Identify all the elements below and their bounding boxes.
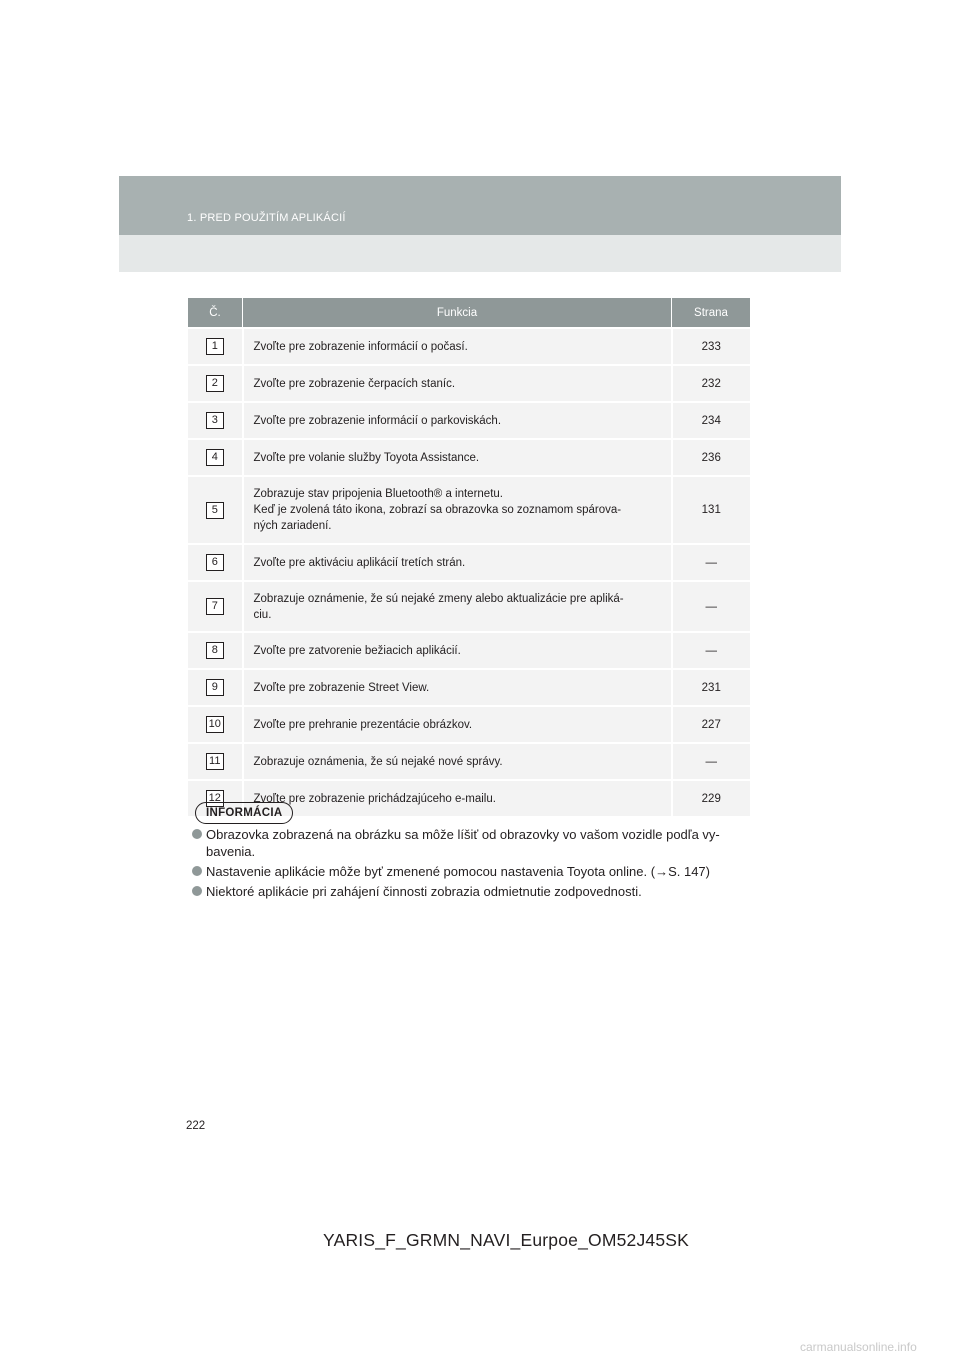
row-function-cell (243, 402, 672, 439)
row-number-cell (188, 402, 243, 439)
table-row (188, 365, 750, 402)
row-number-cell (188, 706, 243, 743)
row-page-cell: 231 (672, 669, 751, 706)
row-page-cell: 233 (672, 328, 751, 365)
function-text-line: Zvoľte pre zobrazenie prichádzajúceho e-mailu. (253, 792, 496, 805)
function-text-line: Zvoľte pre aktiváciu aplikácií tretích strán. (253, 556, 466, 569)
row-function-cell (243, 476, 672, 544)
function-text-line: ných zariadení. (253, 520, 332, 532)
table-row (188, 743, 750, 780)
bullet-icon (192, 866, 202, 876)
row-number-badge: 12 (206, 790, 224, 807)
table-row (188, 632, 750, 669)
function-text-line: Zvoľte pre zobrazenie čerpacích staníc. (253, 377, 456, 390)
info-item (192, 883, 748, 900)
table-row (188, 669, 750, 706)
row-function-cell (243, 743, 672, 780)
row-page-cell: 232 (672, 365, 751, 402)
row-page-cell: — (672, 632, 751, 669)
row-page-cell: 229 (672, 780, 751, 816)
table-row (188, 439, 750, 476)
table-row (188, 706, 750, 743)
info-label: INFORMÁCIA (195, 802, 293, 824)
row-number-cell (188, 328, 243, 365)
row-number-cell (188, 632, 243, 669)
row-function-cell (243, 365, 672, 402)
function-text-line: ciu. (253, 608, 272, 621)
row-number-badge: 9 (206, 679, 224, 696)
function-text-line: Zobrazuje oznámenie, že sú nejaké zmeny alebo aktualizácie pre apliká- (253, 592, 624, 605)
row-number-badge: 3 (206, 412, 224, 429)
row-number-badge: 7 (206, 598, 224, 615)
row-number-badge: 5 (206, 502, 224, 519)
info-item (192, 826, 748, 860)
info-item-text: Obrazovka zobrazená na obrázku sa môže líšiť od obrazovky vo vašom vozidle podľa vy-bavenia. (206, 827, 720, 859)
table-row (188, 402, 750, 439)
row-function-cell (243, 544, 672, 581)
row-function-cell (243, 439, 672, 476)
row-function-cell (243, 632, 672, 669)
header-band (119, 176, 841, 235)
col-header-function: Funkcia (243, 298, 672, 328)
bullet-icon (192, 829, 202, 839)
row-number-cell (188, 669, 243, 706)
info-item-text: Nastavenie aplikácie môže byť zmenené pomocou nastavenia Toyota online. (→S. 147) (206, 864, 710, 879)
row-number-cell (188, 581, 243, 632)
row-number-badge: 8 (206, 642, 224, 659)
table-header-row (188, 298, 750, 328)
table-row (188, 544, 750, 581)
info-item-text: Niektoré aplikácie pri zahájení činnosti zobrazia odmietnutie zodpovednosti. (206, 884, 642, 899)
row-page-cell: 227 (672, 706, 751, 743)
row-number-cell (188, 365, 243, 402)
row-number-badge: 6 (206, 554, 224, 571)
function-table (188, 298, 750, 816)
row-function-cell (243, 669, 672, 706)
function-text-line: Zvoľte pre prehranie prezentácie obrázkov. (253, 718, 473, 731)
info-item (192, 863, 748, 880)
watermark: carmanualsonline.info (800, 1340, 917, 1354)
function-text-line: Zobrazuje oznámenia, že sú nejaké nové správy. (253, 755, 503, 768)
function-text-line: Zvoľte pre zatvorenie bežiacich aplikácií. (253, 644, 461, 657)
row-number-cell (188, 476, 243, 544)
row-number-badge: 10 (206, 716, 224, 733)
row-function-cell (243, 328, 672, 365)
function-text-line: Keď je zvolená táto ikona, zobrazí sa obrazovka so zoznamom spárova- (253, 504, 622, 516)
row-page-cell: — (672, 743, 751, 780)
col-header-page: Strana (672, 298, 751, 328)
document-code: YARIS_F_GRMN_NAVI_Eurpoe_OM52J45SK (323, 1230, 690, 1250)
function-text-line: Zvoľte pre zobrazenie informácií o počasí. (253, 340, 468, 353)
page-number: 222 (186, 1120, 206, 1132)
table-row (188, 476, 750, 544)
header-sub-band (119, 235, 841, 272)
function-text-line: Zvoľte pre zobrazenie Street View. (253, 681, 430, 694)
section-title: 1. PRED POUŽITÍM APLIKÁCIÍ (187, 212, 346, 224)
row-function-cell (243, 706, 672, 743)
row-number-cell (188, 743, 243, 780)
info-list (192, 826, 748, 903)
function-text-line: Zvoľte pre volanie služby Toyota Assistance. (253, 451, 480, 464)
row-page-cell: 234 (672, 402, 751, 439)
table-row (188, 328, 750, 365)
function-text-line: Zvoľte pre zobrazenie informácií o parkoviskách. (253, 414, 502, 427)
function-text-line: Zobrazuje stav pripojenia Bluetooth® a internetu. (253, 488, 503, 500)
row-function-cell (243, 780, 672, 816)
row-number-badge: 1 (206, 338, 224, 355)
row-page-cell: — (672, 544, 751, 581)
row-number-badge: 11 (206, 753, 224, 770)
row-page-cell: 236 (672, 439, 751, 476)
row-page-cell: 131 (672, 476, 751, 544)
row-page-cell: — (672, 581, 751, 632)
row-function-cell (243, 581, 672, 632)
table-row (188, 581, 750, 632)
bullet-icon (192, 886, 202, 896)
table-body (188, 328, 750, 816)
row-number-cell (188, 544, 243, 581)
row-number-badge: 2 (206, 375, 224, 392)
row-number-badge: 4 (206, 449, 224, 466)
col-header-number: Č. (188, 298, 243, 328)
row-number-cell (188, 439, 243, 476)
